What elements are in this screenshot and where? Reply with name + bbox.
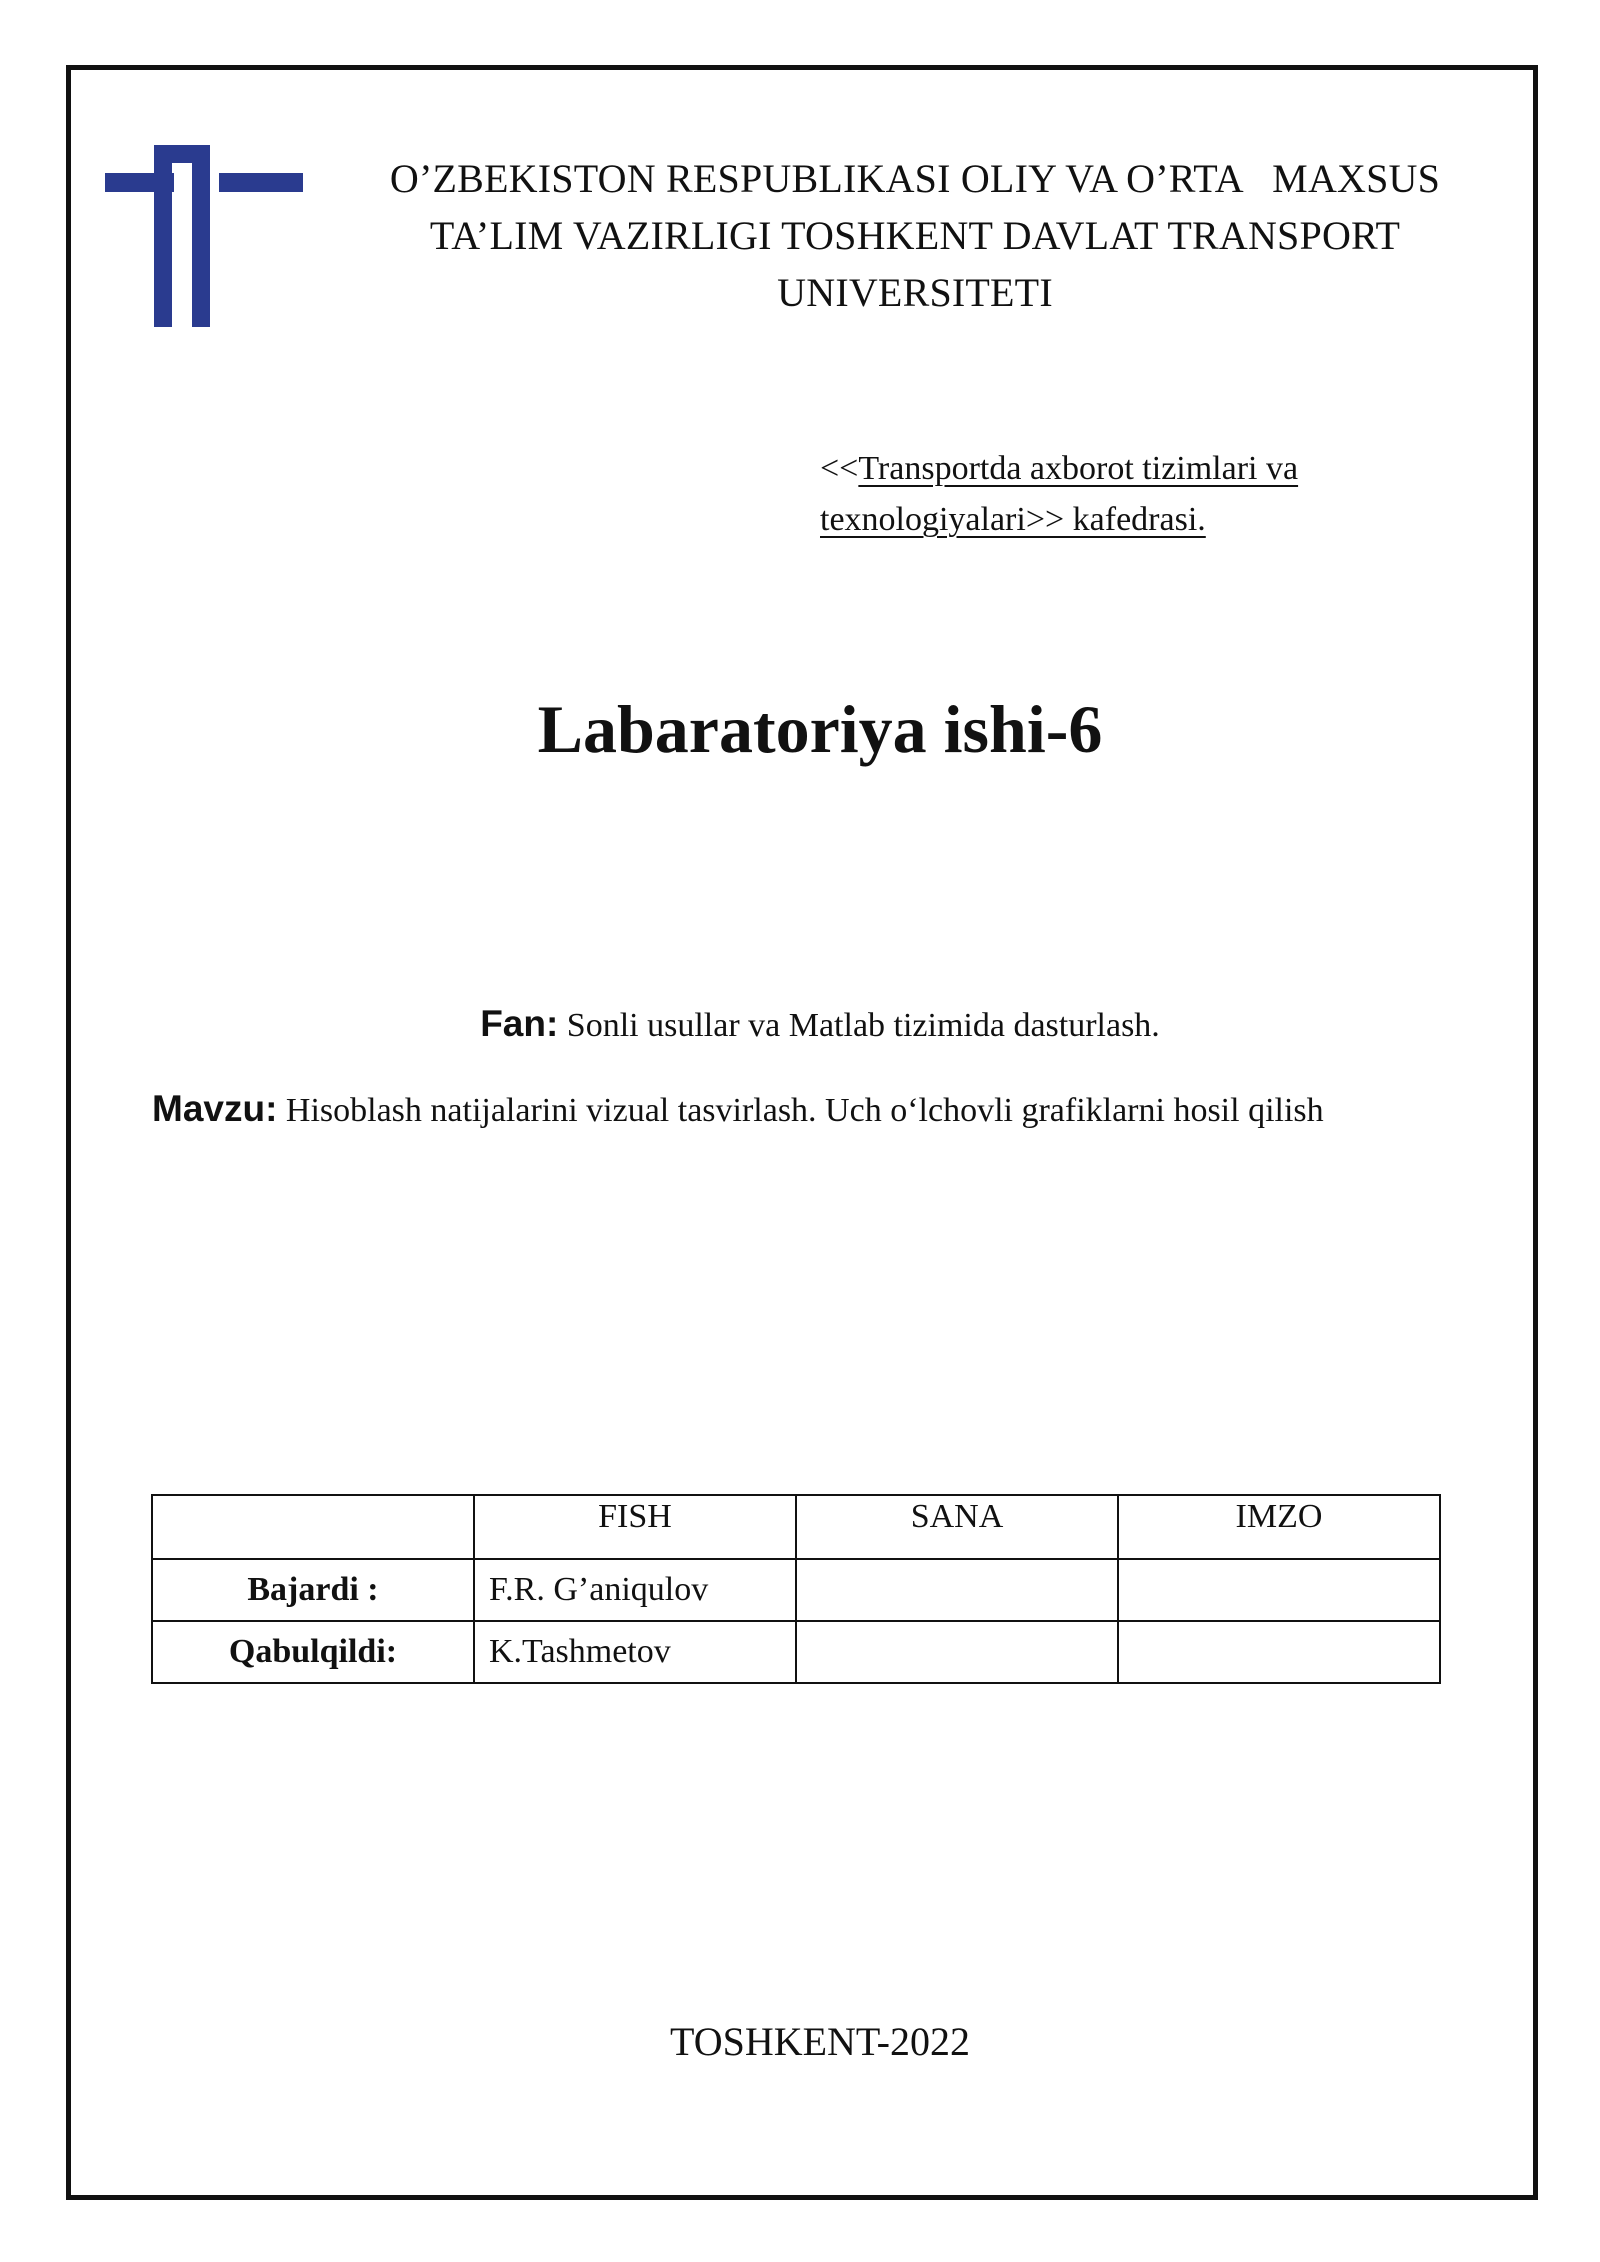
imzo-cell — [1118, 1621, 1440, 1683]
department-line-2: texnologiyalari>> kafedrasi. — [820, 501, 1206, 538]
document-title: Labaratoriya ishi-6 — [537, 691, 1103, 767]
table-row — [152, 1559, 1440, 1621]
signature-table — [151, 1494, 1441, 1684]
department-prefix: << — [820, 450, 859, 487]
table-header-row — [152, 1495, 1440, 1559]
header-cell-sana: SANA — [796, 1495, 1118, 1559]
imzo-cell — [1118, 1559, 1440, 1621]
topic-label: Mavzu: — [152, 1088, 278, 1129]
sana-cell — [796, 1559, 1118, 1621]
ministry-header — [330, 150, 1500, 321]
row-label: Bajardi : — [152, 1559, 474, 1621]
fish-cell: K.Tashmetov — [474, 1621, 796, 1683]
table-row — [152, 1621, 1440, 1683]
topic-line — [152, 1088, 1324, 1130]
city-year: TOSHKENT-2022 — [669, 2019, 971, 2064]
header-cell-fish: FISH — [474, 1495, 796, 1559]
subject-value: Sonli usullar va Matlab tizimida dasturlash. — [566, 1007, 1160, 1044]
department-name — [820, 443, 1440, 545]
sana-cell — [796, 1621, 1118, 1683]
header-line: TA’LIM VAZIRLIGI TOSHKENT DAVLAT TRANSPORT — [429, 213, 1401, 258]
subject-label: Fan: — [480, 1003, 559, 1044]
department-line-1: Transportda axborot tizimlari va — [858, 450, 1299, 487]
header-line: UNIVERSITETI — [777, 270, 1053, 315]
subject-line — [0, 1003, 1600, 1045]
header-cell-imzo: IMZO — [1118, 1495, 1440, 1559]
topic-value: Hisoblash natijalarini vizual tasvirlash. Uch o‘lchovli grafiklarni hosil qilish — [285, 1092, 1324, 1129]
header-cell-empty — [152, 1495, 474, 1559]
header-line: O’ZBEKISTON RESPUBLIKASI OLIY VA O’RTA MAXSUS — [389, 156, 1441, 201]
university-logo-icon — [105, 145, 303, 327]
fish-cell: F.R. G’aniqulov — [474, 1559, 796, 1621]
row-label: Qabulqildi: — [152, 1621, 474, 1683]
page-border — [66, 65, 1538, 2200]
